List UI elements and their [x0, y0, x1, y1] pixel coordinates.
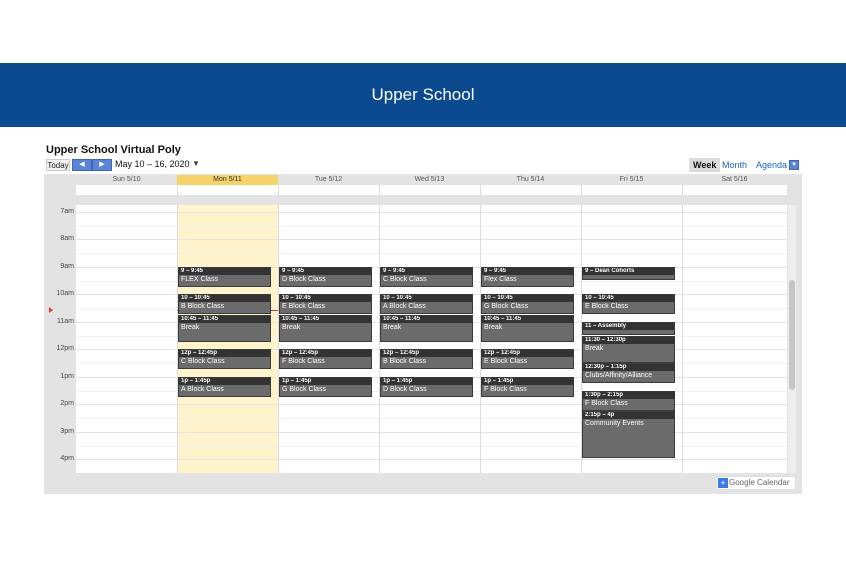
calendar-event[interactable]	[279, 377, 372, 397]
event-time: 12p – 12:45p	[179, 350, 270, 357]
hour-label: 7am	[60, 208, 74, 215]
calendar-event[interactable]	[481, 377, 574, 397]
calendar-event[interactable]	[582, 336, 675, 363]
calendar-event[interactable]	[380, 315, 473, 342]
calendar-event[interactable]	[582, 363, 675, 383]
event-title: Break	[585, 345, 604, 352]
header-banner	[0, 63, 846, 127]
day-header-fri: Fri 5/15	[619, 176, 644, 183]
calendar-event[interactable]	[178, 315, 271, 342]
event-title: E Block Class	[484, 358, 528, 365]
event-time: 1p – 1:45p	[381, 378, 472, 385]
event-title: FLEX Class	[181, 276, 218, 283]
event-title: D Block Class	[282, 276, 326, 283]
day-header-thu: Thu 5/14	[516, 176, 545, 183]
calendar-event[interactable]	[279, 267, 372, 287]
calendar-event[interactable]	[178, 377, 271, 397]
day-header-sun: Sun 5/10	[112, 176, 141, 183]
time-grid[interactable]	[76, 205, 787, 473]
event-time: 1p – 1:45p	[482, 378, 573, 385]
day-header-sat: Sat 5/16	[721, 176, 748, 183]
calendar-widget	[44, 142, 802, 494]
event-time: 12p – 12:45p	[280, 350, 371, 357]
chevron-right-icon: ▶	[99, 161, 105, 168]
calendar-event[interactable]	[380, 349, 473, 369]
calendar-event[interactable]	[582, 411, 675, 458]
hour-label: 1pm	[60, 373, 74, 380]
event-time: 1:30p – 2:15p	[583, 392, 674, 399]
hour-line	[76, 404, 787, 405]
prev-week-button[interactable]	[72, 159, 92, 171]
half-hour-line	[76, 418, 787, 419]
today-button[interactable]: Today	[47, 161, 69, 170]
calendar-event[interactable]	[380, 377, 473, 397]
event-time: 10:45 – 11:45	[179, 316, 270, 323]
event-time: 9 – 9:45	[482, 268, 573, 275]
hour-label: 4pm	[60, 455, 74, 462]
calendar-event[interactable]	[279, 349, 372, 369]
event-title: Flex Class	[484, 276, 517, 283]
chevron-down-icon: ▼	[192, 159, 200, 168]
event-title: D Block Class	[383, 386, 427, 393]
hour-label: 8am	[60, 235, 74, 242]
current-time-marker	[49, 307, 53, 313]
event-title: Break	[383, 324, 402, 331]
event-time: 1p – 1:45p	[280, 378, 371, 385]
event-title: Break	[484, 324, 503, 331]
event-title: G Block Class	[484, 303, 528, 310]
next-week-button[interactable]	[92, 159, 112, 171]
calendar-event[interactable]	[582, 391, 675, 411]
event-time: 10 – 10:45	[482, 295, 573, 302]
tab-agenda[interactable]: Agenda	[756, 160, 788, 170]
google-calendar-label: Google Calendar	[729, 478, 790, 487]
hour-line	[76, 432, 787, 433]
calendar-event[interactable]	[481, 349, 574, 369]
event-title: Clubs/Affinity/Alliance	[585, 372, 653, 379]
event-title: B Block Class	[383, 358, 427, 365]
hour-label: 10am	[56, 290, 74, 297]
day-separator	[682, 205, 683, 473]
page-title: Upper School	[371, 85, 475, 104]
hour-label: 3pm	[60, 428, 74, 435]
event-title: A Block Class	[383, 303, 426, 310]
calendar-event[interactable]	[582, 322, 675, 335]
event-time: 10 – 10:45	[583, 295, 674, 302]
event-time: 9 – Dean Cohorts	[583, 268, 674, 275]
chevron-left-icon: ◀	[79, 161, 85, 168]
event-title: Break	[282, 324, 301, 331]
event-title: C Block Class	[383, 276, 427, 283]
calendar-event[interactable]	[380, 267, 473, 287]
event-time: 12p – 12:45p	[482, 350, 573, 357]
event-title: Break	[181, 324, 200, 331]
event-title: A Block Class	[181, 386, 224, 393]
hour-line	[76, 212, 787, 213]
all-day-separator	[278, 185, 279, 195]
day-header-mon: Mon 5/11	[177, 175, 278, 185]
tab-week[interactable]: Week	[689, 158, 720, 172]
chevron-down-icon: ▼	[791, 162, 797, 168]
event-time: 1p – 1:45p	[179, 378, 270, 385]
event-time: 10:45 – 11:45	[381, 316, 472, 323]
day-header-tue: Tue 5/12	[314, 176, 343, 183]
calendar-event[interactable]	[582, 294, 675, 314]
all-day-separator	[682, 185, 683, 195]
event-time: 12:30p – 1:15p	[583, 364, 674, 371]
half-hour-line	[76, 253, 787, 254]
event-title: G Block Class	[282, 386, 326, 393]
calendar-event[interactable]	[380, 294, 473, 314]
calendar-event[interactable]	[178, 349, 271, 369]
agenda-dropdown[interactable]	[789, 160, 799, 170]
event-time: 10 – 10:45	[280, 295, 371, 302]
event-title: F Block Class	[484, 386, 527, 393]
date-range: May 10 – 16, 2020	[115, 159, 190, 169]
event-title: F Block Class	[282, 358, 325, 365]
event-time: 10 – 10:45	[381, 295, 472, 302]
all-day-separator	[480, 185, 481, 195]
google-calendar-badge[interactable]	[716, 476, 796, 490]
event-time: 9 – 9:45	[280, 268, 371, 275]
scrollbar-thumb[interactable]	[789, 280, 795, 390]
event-time: 2:15p – 4p	[583, 412, 674, 419]
tab-month[interactable]: Month	[722, 160, 748, 170]
calendar-event[interactable]	[178, 267, 271, 287]
all-day-separator	[379, 185, 380, 195]
event-title: C Block Class	[181, 358, 225, 365]
half-hour-line	[76, 226, 787, 227]
calendar-event[interactable]	[481, 315, 574, 342]
all-day-row[interactable]	[76, 185, 787, 195]
event-time: 12p – 12:45p	[381, 350, 472, 357]
hour-label: 11am	[57, 318, 74, 325]
plus-icon: +	[718, 478, 728, 488]
event-title: E Block Class	[282, 303, 326, 310]
event-time: 11:30 – 12:30p	[583, 337, 674, 344]
hour-label: 2pm	[60, 400, 74, 407]
event-title: E Block Class	[585, 303, 629, 310]
event-time: 11 – Assembly	[583, 323, 674, 330]
calendar-event[interactable]	[279, 315, 372, 342]
hour-line	[76, 459, 787, 460]
event-title: B Block Class	[181, 303, 225, 310]
event-title: Community Events	[585, 420, 644, 427]
calendar-event[interactable]	[481, 294, 574, 314]
calendar-event[interactable]	[582, 267, 675, 280]
all-day-separator	[581, 185, 582, 195]
all-day-separator	[177, 185, 178, 195]
date-picker-dropdown[interactable]	[192, 159, 200, 168]
hour-label: 12pm	[56, 345, 74, 352]
day-header-wed: Wed 5/13	[414, 176, 445, 183]
hour-label: 9am	[60, 263, 74, 270]
calendar-event[interactable]	[279, 294, 372, 314]
event-time: 10:45 – 11:45	[482, 316, 573, 323]
calendar-title: Upper School Virtual Poly	[46, 144, 181, 156]
hour-line	[76, 239, 787, 240]
calendar-event[interactable]	[178, 294, 271, 314]
event-time: 10 – 10:45	[179, 295, 270, 302]
event-time: 10:45 – 11:45	[280, 316, 371, 323]
event-title: F Block Class	[585, 400, 628, 407]
calendar-event[interactable]	[481, 267, 574, 287]
half-hour-line	[76, 446, 787, 447]
event-time: 9 – 9:45	[179, 268, 270, 275]
event-time: 9 – 9:45	[381, 268, 472, 275]
